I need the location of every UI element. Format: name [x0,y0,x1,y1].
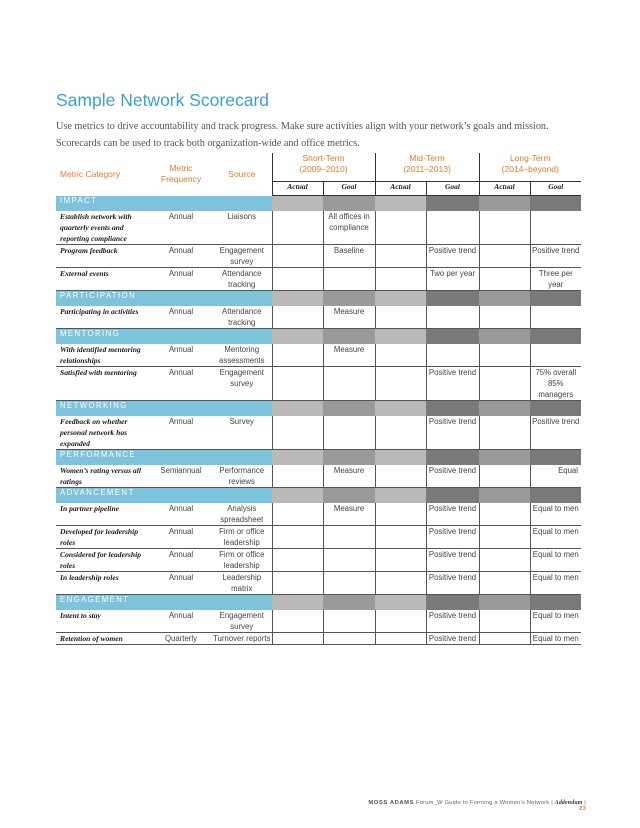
frequency-cell: Semiannual [150,465,212,488]
section-shade-cell [479,401,530,417]
mid-term-goal-cell: Two per year [426,268,479,291]
section-shade-cell [375,329,426,345]
section-shade-cell [375,595,426,611]
mid-term-actual-cell [375,245,426,268]
scorecard-body [56,196,581,645]
short-term-actual-cell [272,416,323,450]
short-term-label: Short-Term [302,153,345,163]
section-shade-cell [530,291,581,307]
long-term-goal-cell: Equal to men [530,503,581,526]
table-row [56,572,581,595]
short-term-goal-cell [323,572,375,595]
section-shade-cell [479,329,530,345]
table-row [56,211,581,245]
source-cell: Liaisons [212,211,272,245]
long-term-years: (2014–beyond) [501,164,559,174]
source-cell: Attendance tracking [212,268,272,291]
metric-cell: Feedback on whether personal network has expanded [56,416,150,450]
section-shade-cell [375,401,426,417]
short-term-actual-cell [272,633,323,645]
short-term-goal-cell: All offices in compliance [323,211,375,245]
header-short-term [272,153,375,182]
long-term-actual-cell [479,367,530,401]
source-cell: Performance reviews [212,465,272,488]
short-term-goal-cell: Measure [323,344,375,367]
long-term-actual-cell [479,465,530,488]
section-shade-cell [272,401,323,417]
long-term-goal-cell: Equal to men [530,526,581,549]
long-term-label: Long-Term [509,153,551,163]
source-cell: Firm or office leadership [212,526,272,549]
section-shade-cell [479,488,530,504]
section-shade-cell [375,488,426,504]
source-cell: Engagement survey [212,610,272,633]
mid-term-actual-cell [375,526,426,549]
section-header [56,329,581,345]
mid-term-actual-cell [375,633,426,645]
section-shade-cell [426,450,479,466]
long-term-actual-cell [479,306,530,329]
header-metric-frequency: Metric Frequency [160,163,202,185]
table-row [56,416,581,450]
long-term-actual-cell [479,610,530,633]
short-term-goal-cell [323,549,375,572]
long-term-goal-cell [530,306,581,329]
long-term-actual-cell [479,633,530,645]
table-row [56,306,581,329]
long-term-actual-cell [479,526,530,549]
short-term-goal-cell [323,416,375,450]
section-shade-cell [530,488,581,504]
mid-term-actual-cell [375,572,426,595]
long-term-actual-cell [479,245,530,268]
footer-brand: MOSS ADAMS [368,800,415,806]
metric-cell: Satisfied with mentoring [56,367,150,401]
header-st-actual: Actual [272,182,323,196]
mid-term-goal-cell: Positive trend [426,367,479,401]
long-term-goal-cell [530,344,581,367]
section-shade-cell [479,291,530,307]
section-shade-cell [375,291,426,307]
frequency-cell: Annual [150,268,212,291]
section-shade-cell [272,291,323,307]
mid-term-actual-cell [375,610,426,633]
short-term-goal-cell [323,268,375,291]
section-shade-cell [479,450,530,466]
metric-cell: With identified mentoring relationships [56,344,150,367]
section-shade-cell [479,196,530,212]
header-source: Source [228,168,256,179]
source-cell: Leadership matrix [212,572,272,595]
mid-term-goal-cell [426,306,479,329]
section-shade-cell [272,329,323,345]
metric-cell: External events [56,268,150,291]
long-term-goal-cell: 75% overall 85% managers [530,367,581,401]
section-shade-cell [426,196,479,212]
section-label: PERFORMANCE [56,450,272,466]
section-shade-cell [426,595,479,611]
long-term-actual-cell [479,503,530,526]
section-shade-cell [426,401,479,417]
long-term-actual-cell [479,211,530,245]
short-term-goal-cell: Measure [323,503,375,526]
frequency-cell: Annual [150,306,212,329]
footer-separator-2: | [584,800,586,806]
mid-term-goal-cell: Positive trend [426,572,479,595]
mid-term-actual-cell [375,367,426,401]
source-cell: Analysis spreadsheet [212,503,272,526]
intro-paragraph: Use metrics to drive accountability and track progress. Make sure activities align with your network’s goals and mission. Scorecards can be used to track both organization-wide and office metrics. [56,121,549,149]
mid-term-actual-cell [375,268,426,291]
frequency-cell: Quarterly [150,633,212,645]
short-term-goal-cell: Measure [323,306,375,329]
section-shade-cell [530,329,581,345]
section-label: NETWORKING [56,401,272,417]
short-term-goal-cell [323,633,375,645]
page-footer [360,800,586,812]
metric-cell: Developed for leadership roles [56,526,150,549]
short-term-goal-cell [323,610,375,633]
mid-term-label: Mid-Term [409,153,445,163]
header-mt-actual: Actual [375,182,426,196]
long-term-goal-cell: Equal to men [530,633,581,645]
short-term-actual-cell [272,211,323,245]
header-lt-goal: Goal [530,182,581,196]
mid-term-goal-cell: Positive trend [426,503,479,526]
section-header [56,196,581,212]
table-row [56,610,581,633]
metric-cell: Program feedback [56,245,150,268]
metric-cell: Considered for leadership roles [56,549,150,572]
section-shade-cell [323,196,375,212]
mid-term-actual-cell [375,465,426,488]
frequency-cell: Annual [150,572,212,595]
section-header [56,401,581,417]
metric-cell: Retention of women [56,633,150,645]
section-shade-cell [375,450,426,466]
section-shade-cell [272,595,323,611]
header-metric-category: Metric Category [60,169,120,180]
mid-term-goal-cell: Positive trend [426,245,479,268]
mid-term-goal-cell: Positive trend [426,465,479,488]
section-shade-cell [375,196,426,212]
table-row [56,268,581,291]
short-term-actual-cell [272,245,323,268]
frequency-cell: Annual [150,211,212,245]
metric-cell: Women’s rating versus all ratings [56,465,150,488]
header-mid-term [375,153,479,182]
section-label: MENTORING [56,329,272,345]
section-label: ADVANCEMENT [56,488,272,504]
section-shade-cell [323,488,375,504]
long-term-goal-cell: Equal to men [530,572,581,595]
header-st-goal: Goal [323,182,375,196]
mid-term-goal-cell [426,344,479,367]
table-row [56,526,581,549]
frequency-cell: Annual [150,610,212,633]
metric-cell: Establish network with quarterly events and reporting compliance [56,211,150,245]
table-row [56,465,581,488]
mid-term-actual-cell [375,344,426,367]
section-shade-cell [323,450,375,466]
long-term-actual-cell [479,416,530,450]
table-row [56,367,581,401]
source-cell: Survey [212,416,272,450]
scorecard-table [56,153,581,645]
header-long-term [479,153,581,182]
short-term-actual-cell [272,503,323,526]
long-term-goal-cell: Equal to men [530,610,581,633]
mid-term-goal-cell [426,211,479,245]
section-shade-cell [530,401,581,417]
source-cell: Engagement survey [212,367,272,401]
frequency-cell: Annual [150,526,212,549]
metric-cell: In partner pipeline [56,503,150,526]
section-shade-cell [426,488,479,504]
mid-term-actual-cell [375,503,426,526]
short-term-actual-cell [272,268,323,291]
section-label: PARTICIPATION [56,291,272,307]
footer-separator: | [551,800,553,806]
metric-cell: Intent to stay [56,610,150,633]
section-shade-cell [323,291,375,307]
footer-section: Addendum [554,800,583,806]
section-shade-cell [272,488,323,504]
header-mt-goal: Goal [426,182,479,196]
section-shade-cell [323,595,375,611]
footer-title: Forum_W Guide to Forming a Women’s Network [415,800,550,806]
short-term-actual-cell [272,572,323,595]
section-shade-cell [272,196,323,212]
mid-term-actual-cell [375,306,426,329]
metric-cell: In leadership roles [56,572,150,595]
metric-cell: Participating in activities [56,306,150,329]
long-term-goal-cell: Equal [530,465,581,488]
long-term-goal-cell: Positive trend [530,245,581,268]
mid-term-goal-cell: Positive trend [426,610,479,633]
frequency-cell: Annual [150,549,212,572]
section-shade-cell [426,291,479,307]
short-term-goal-cell [323,367,375,401]
short-term-actual-cell [272,610,323,633]
section-shade-cell [479,595,530,611]
long-term-actual-cell [479,268,530,291]
long-term-goal-cell: Three per year [530,268,581,291]
short-term-actual-cell [272,367,323,401]
frequency-cell: Annual [150,344,212,367]
table-row [56,245,581,268]
source-cell: Turnover reports [213,634,271,643]
section-header [56,291,581,307]
frequency-cell: Annual [150,416,212,450]
short-term-actual-cell [272,344,323,367]
mid-term-goal-cell: Positive trend [426,549,479,572]
section-header [56,595,581,611]
mid-term-goal-cell: Positive trend [426,526,479,549]
section-label: ENGAGEMENT [56,595,272,611]
short-term-actual-cell [272,549,323,572]
section-shade-cell [530,450,581,466]
short-term-actual-cell [272,306,323,329]
mid-term-goal-cell: Positive trend [426,416,479,450]
page-number: 23 [579,806,586,812]
page-title: Sample Network Scorecard [56,90,269,110]
section-label: IMPACT [56,196,272,212]
section-shade-cell [272,450,323,466]
section-shade-cell [426,329,479,345]
long-term-goal-cell: Equal to men [530,549,581,572]
header-lt-actual: Actual [479,182,530,196]
frequency-cell: Annual [150,367,212,401]
section-shade-cell [530,595,581,611]
short-term-actual-cell [272,465,323,488]
short-term-years: (2009–2010) [299,164,348,174]
source-cell: Firm or office leadership [212,549,272,572]
long-term-actual-cell [479,344,530,367]
section-shade-cell [323,401,375,417]
short-term-goal-cell: Measure [323,465,375,488]
section-header [56,488,581,504]
section-header [56,450,581,466]
section-shade-cell [530,196,581,212]
short-term-goal-cell [323,526,375,549]
mid-term-goal-cell: Positive trend [426,633,479,645]
mid-term-actual-cell [375,211,426,245]
long-term-actual-cell [479,549,530,572]
short-term-goal-cell: Baseline [323,245,375,268]
mid-term-actual-cell [375,416,426,450]
table-row [56,503,581,526]
frequency-cell: Annual [150,245,212,268]
source-cell: Attendance tracking [212,306,272,329]
long-term-goal-cell [530,211,581,245]
section-shade-cell [323,329,375,345]
short-term-actual-cell [272,526,323,549]
frequency-cell: Annual [150,503,212,526]
table-row [56,344,581,367]
table-row [56,633,581,645]
long-term-actual-cell [479,572,530,595]
source-cell: Mentoring assessments [212,344,272,367]
mid-term-years: (2011–2013) [403,164,451,174]
long-term-goal-cell: Positive trend [530,416,581,450]
table-row [56,549,581,572]
source-cell: Engagement survey [212,245,272,268]
mid-term-actual-cell [375,549,426,572]
